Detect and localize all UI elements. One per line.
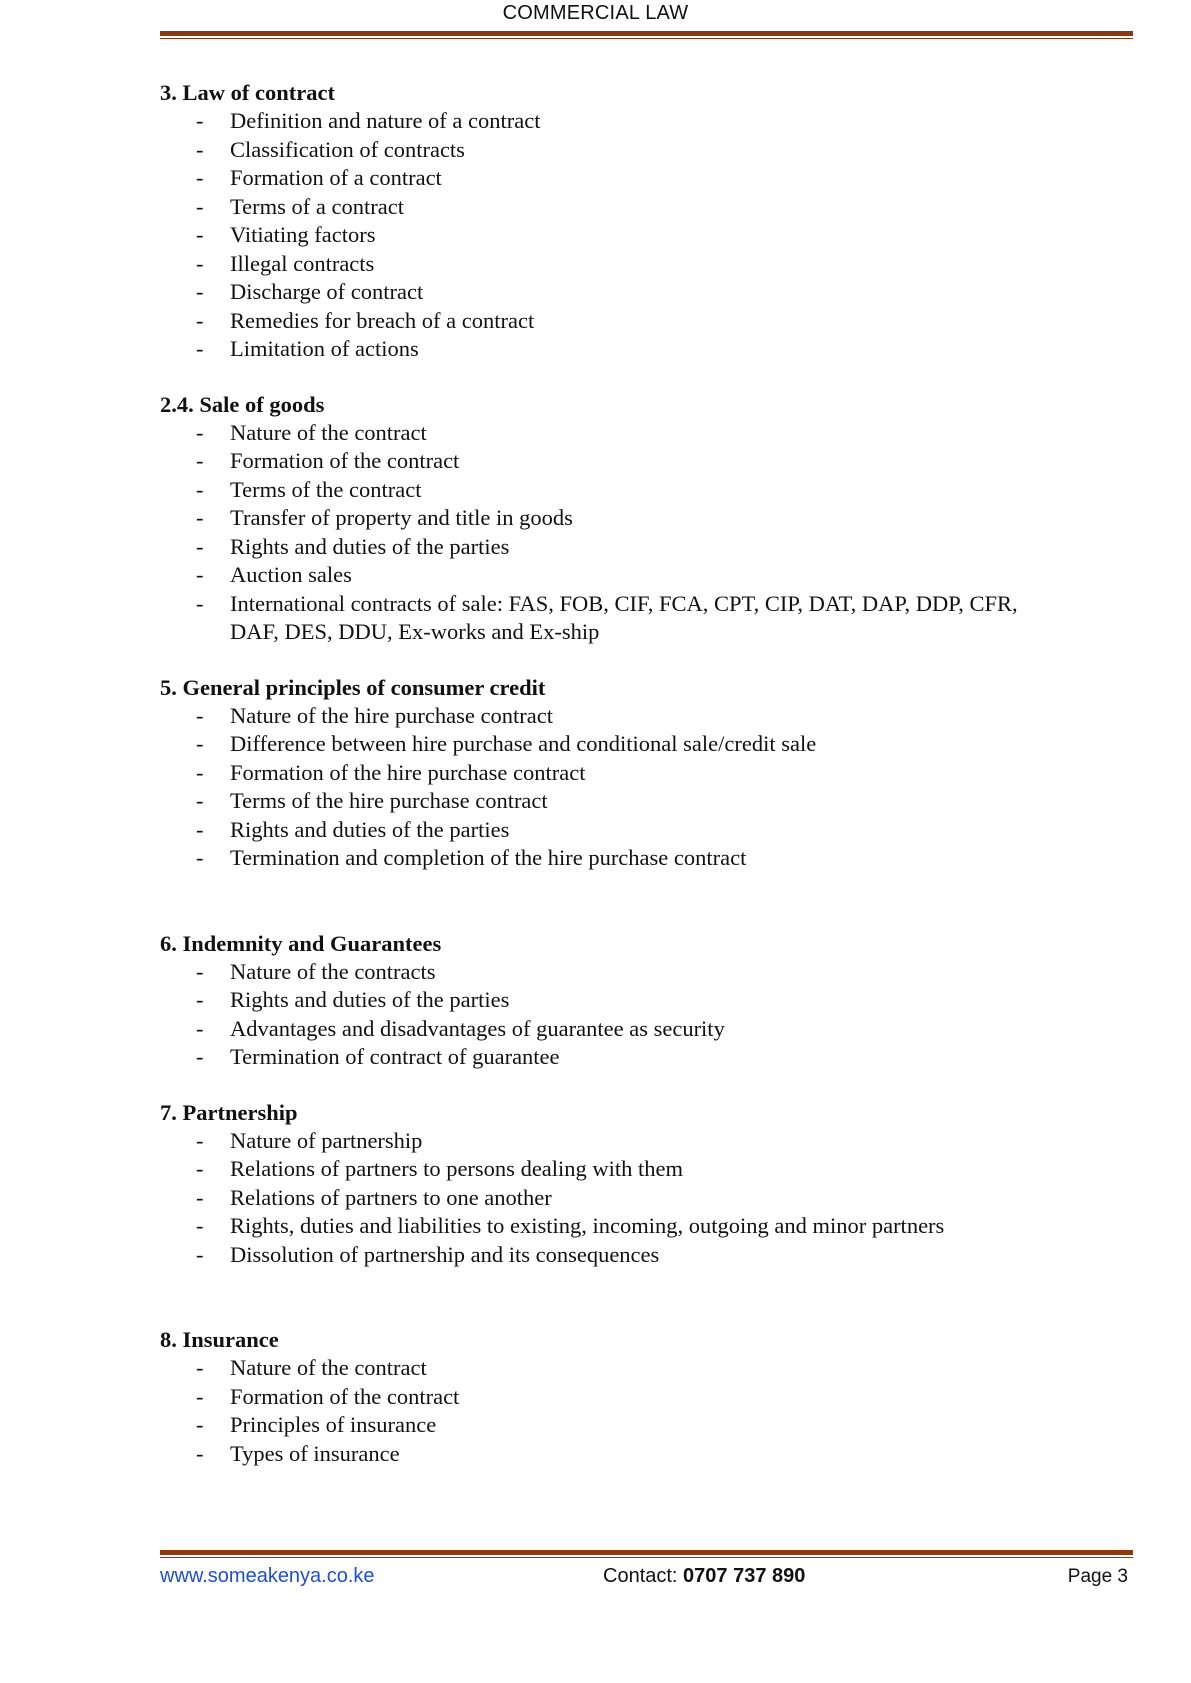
list-item: - Auction sales <box>196 562 352 587</box>
list-item: - Relations of partners to one another <box>196 1184 552 1210</box>
list-item: - Formation of the contract <box>196 1383 460 1409</box>
list-item: - Relations of partners to persons dealing with them <box>196 1156 684 1181</box>
header-rule <box>160 31 1133 39</box>
list-item-continuation: DAF, DES, DDU, Ex-works and Ex-ship <box>230 619 600 644</box>
list-item: - Nature of the contracts <box>196 958 436 984</box>
list-item: - Difference between hire purchase and conditional sale/credit sale <box>196 731 817 756</box>
list-item: - Advantages and disadvantages of guarantee as security <box>196 1015 725 1041</box>
list-item: - Definition and nature of a contract <box>196 108 541 133</box>
section-title: 5. General principles of consumer credit <box>160 674 546 700</box>
list-item: - Terms of a contract <box>196 193 404 219</box>
list-item: - Vitiating factors <box>196 222 376 247</box>
list-item: - Termination of contract of guarantee <box>196 1044 560 1069</box>
document-header-title: COMMERCIAL LAW <box>502 2 689 24</box>
section-title: 3. Law of contract <box>160 80 335 105</box>
contact-number: 0707 737 890 <box>683 1565 806 1587</box>
list-item: - Terms of the hire purchase contract <box>196 788 548 813</box>
list-item: - Rights and duties of the parties <box>196 533 510 559</box>
section-sale-of-goods <box>160 391 1140 647</box>
list-item: - Types of insurance <box>196 1440 400 1466</box>
section-insurance <box>160 1326 1140 1468</box>
website-link[interactable]: www.someakenya.co.ke <box>160 1565 375 1587</box>
page-number: Page 3 <box>1067 1566 1128 1587</box>
list-item: - Illegal contracts <box>196 250 375 276</box>
list-item: - Formation of the contract <box>196 448 460 473</box>
list-item: - Formation of a contract <box>196 165 442 190</box>
section-indemnity-guarantees <box>160 930 1140 1072</box>
section-consumer-credit <box>160 674 1140 873</box>
section-partnership <box>160 1099 1140 1270</box>
list-item: - Transfer of property and title in goods <box>196 505 573 530</box>
list-item: - Rights and duties of the parties <box>196 987 510 1012</box>
list-item: - Nature of the contract <box>196 1355 427 1380</box>
list-item: - Dissolution of partnership and its consequences <box>196 1241 660 1267</box>
footer-contact <box>603 1565 805 1588</box>
list-item: - Limitation of actions <box>196 336 419 361</box>
list-item: - Formation of the hire purchase contract <box>196 759 586 785</box>
list-item: - Nature of partnership <box>196 1127 423 1153</box>
list-item: - International contracts of sale: FAS, FOB, CIF, FCA, CPT, CIP, DAT, DAP, DDP, CFR, <box>196 590 1018 616</box>
list-item: - Rights, duties and liabilities to existing, incoming, outgoing and minor partners <box>196 1213 945 1238</box>
section-title: 7. Partnership <box>160 1099 298 1125</box>
list-item: - Terms of the contract <box>196 476 422 502</box>
section-title: 8. Insurance <box>160 1327 279 1352</box>
list-item: - Classification of contracts <box>196 136 465 162</box>
list-item: - Nature of the contract <box>196 419 427 445</box>
list-item: - Discharge of contract <box>196 279 424 304</box>
section-title: 2.4. Sale of goods <box>160 391 325 417</box>
section-title: 6. Indemnity and Guarantees <box>160 930 442 956</box>
list-item: - Rights and duties of the parties <box>196 816 510 842</box>
list-item: - Nature of the hire purchase contract <box>196 702 553 728</box>
contact-label: Contact: <box>603 1565 678 1587</box>
section-law-of-contract <box>160 79 1140 364</box>
list-item: - Termination and completion of the hire purchase contract <box>196 845 747 870</box>
list-item: - Principles of insurance <box>196 1412 437 1437</box>
document-body <box>160 79 1140 1468</box>
list-item: - Remedies for breach of a contract <box>196 307 535 333</box>
footer-rule <box>160 1550 1133 1558</box>
